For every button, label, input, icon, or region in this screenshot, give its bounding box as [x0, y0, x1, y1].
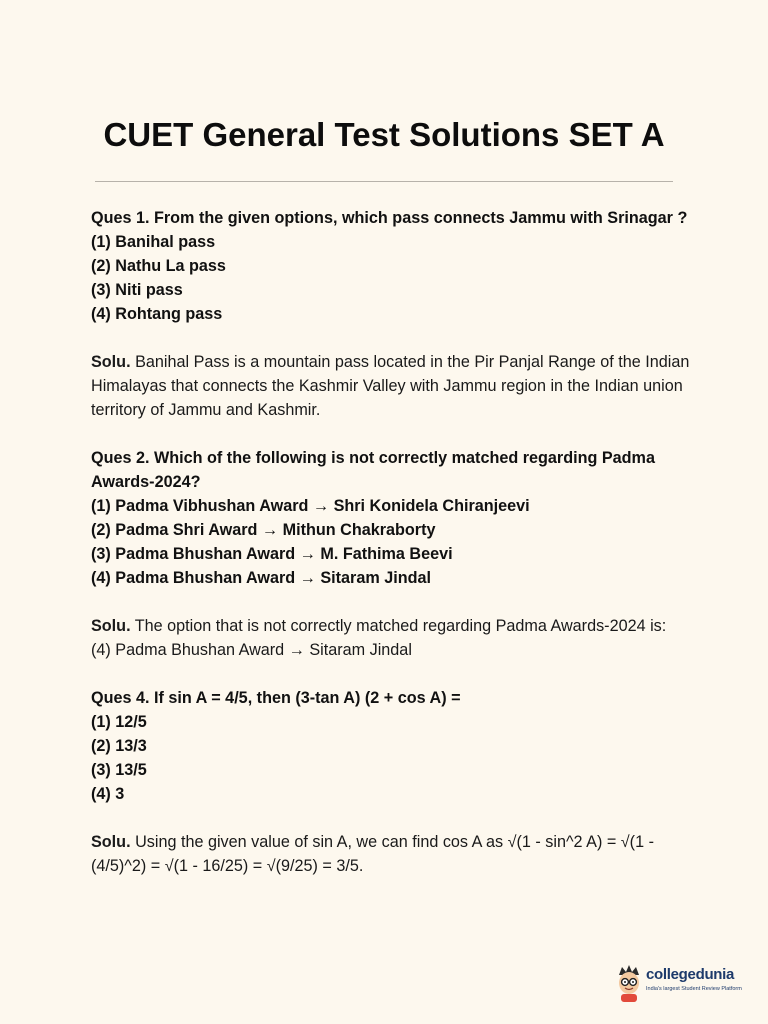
document-body: [91, 206, 691, 902]
solution-4: [91, 830, 691, 878]
solution-text: Banihal Pass is a mountain pass located in the Pir Panjal Range of the Indian Himalayas that connects the Kashmir Valley with Jammu region in the Indian union territory of Jammu and Kashmir.: [91, 353, 690, 419]
mascot-icon: [614, 963, 644, 1003]
option-1: (1) Banihal pass: [91, 233, 216, 251]
question-4: [91, 686, 691, 806]
title-divider: [95, 181, 673, 182]
option-2: (2) Nathu La pass: [91, 257, 226, 275]
question-2: [91, 446, 691, 590]
option-1: (1) 12/5: [91, 713, 147, 731]
question-text: Ques 4. If sin A = 4/5, then (3-tan A) (2 + cos A) =: [91, 689, 461, 707]
option-4: (4) 3: [91, 785, 125, 803]
option-1: (1) Padma Vibhushan Award → Shri Konidela Chiranjeevi: [91, 497, 530, 515]
option-3: (3) 13/5: [91, 761, 147, 779]
solution-2: [91, 614, 691, 662]
solution-text: The option that is not correctly matched regarding Padma Awards-2024 is:: [130, 617, 667, 635]
solution-label: Solu.: [91, 617, 131, 635]
page-title: CUET General Test Solutions SET A: [103, 116, 665, 153]
question-text: Ques 2. Which of the following is not correctly matched regarding Padma Awards-2024?: [91, 449, 655, 491]
option-3: (3) Padma Bhushan Award → M. Fathima Beevi: [91, 545, 453, 563]
question-1: [91, 206, 691, 326]
solution-label: Solu.: [91, 833, 131, 851]
solution-text: Using the given value of sin A, we can find cos A as √(1 - sin^2 A) = √(1 - (4/5)^2) = √(1 - 16/25) = √(9/25) = 3/5.: [91, 833, 654, 875]
solution-answer: (4) Padma Bhushan Award → Sitaram Jindal: [91, 641, 412, 659]
option-3: (3) Niti pass: [91, 281, 183, 299]
collegedunia-logo: [614, 963, 742, 1003]
question-text: Ques 1. From the given options, which pass connects Jammu with Srinagar ?: [91, 209, 688, 227]
solution-label: Solu.: [91, 353, 131, 371]
option-2: (2) 13/3: [91, 737, 147, 755]
solution-1: [91, 350, 691, 422]
option-2: (2) Padma Shri Award → Mithun Chakraborty: [91, 521, 436, 539]
logo-tagline: India's largest Student Review Platform: [646, 986, 742, 992]
logo-wordmark: collegedunia: [646, 966, 735, 983]
option-4: (4) Padma Bhushan Award → Sitaram Jindal: [91, 569, 432, 587]
option-4: (4) Rohtang pass: [91, 305, 223, 323]
